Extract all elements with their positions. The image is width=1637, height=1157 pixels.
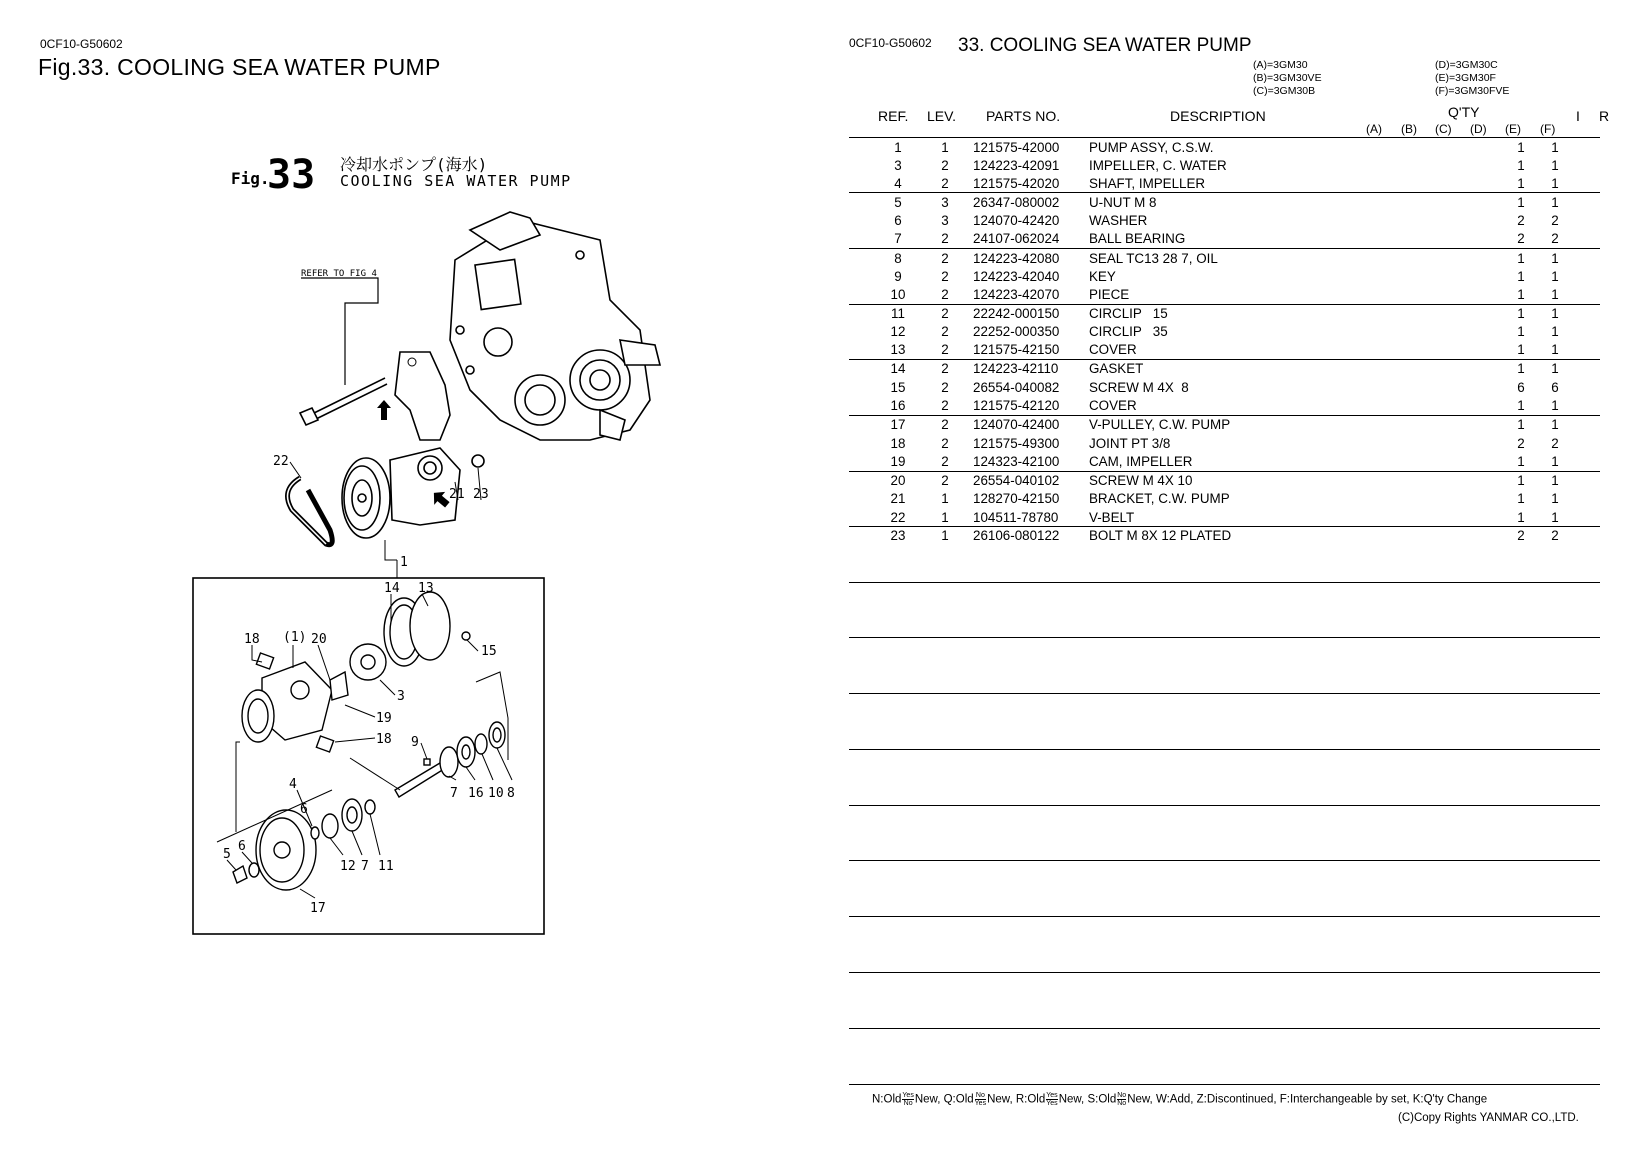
qty-col-d: (D) [1470, 122, 1487, 136]
qty-col-c: (C) [1435, 122, 1452, 136]
callout-7b: 7 [361, 859, 369, 874]
empty-rule [849, 1028, 1600, 1029]
table-row: 13 2 121575-42150 COVER 1 1 [890, 342, 1559, 357]
table-row: 4 2 121575-42020 SHAFT, IMPELLER 1 1 [894, 176, 1559, 191]
callout-22: 22 [273, 454, 289, 469]
callout-20: 20 [311, 632, 327, 647]
empty-rule [849, 1084, 1600, 1085]
empty-rule [849, 637, 1600, 638]
legend-line [872, 1092, 1487, 1107]
model-f: (F)=3GM30FVE [1435, 85, 1510, 97]
engine-housing [450, 212, 660, 440]
model-a: (A)=3GM30 [1253, 59, 1308, 71]
table-row: 10 2 124223-42070 PIECE 1 1 [890, 287, 1559, 302]
empty-rule [849, 860, 1600, 861]
group-rule [849, 359, 1600, 360]
fig-number: 33 [267, 152, 316, 198]
callout-18b: 18 [376, 732, 392, 747]
table-row: 11 2 22242-000150 CIRCLIP 15 1 1 [891, 306, 1559, 321]
callout-19: 19 [376, 711, 392, 726]
empty-rule [849, 749, 1600, 750]
table-row: 19 2 124323-42100 CAM, IMPELLER 1 1 [890, 454, 1559, 469]
callout-13: 13 [418, 581, 434, 596]
bracket [395, 352, 450, 440]
legend-n-old: N:Old [872, 1093, 902, 1106]
legend-s-old: S:Old [1087, 1093, 1117, 1106]
refer-note: REFER TO FIG 4 [301, 269, 377, 279]
header-description: DESCRIPTION [1170, 108, 1266, 124]
legend-new-2: New, [987, 1093, 1013, 1106]
group-rule [849, 415, 1600, 416]
fig-prefix: Fig. [231, 169, 270, 188]
yes-yes-arrow: $\frac{\text{Yes}}{\text{Yes}}$ [1046, 1092, 1058, 1107]
models-right [1435, 59, 1509, 98]
right-page-title: 33. COOLING SEA WATER PUMP [958, 35, 1252, 56]
left-doc-code: 0CF10-G50602 [40, 37, 123, 51]
callout-11: 11 [378, 859, 394, 874]
empty-rule [849, 582, 1600, 583]
model-c: (C)=3GM30B [1253, 85, 1316, 97]
header-ref: REF. [878, 108, 909, 124]
legend-q-old: Q:Old [943, 1093, 974, 1106]
right-doc-code: 0CF10-G50602 [849, 36, 932, 50]
model-b: (B)=3GM30VE [1253, 72, 1322, 84]
empty-rule [849, 916, 1600, 917]
qty-col-b: (B) [1401, 122, 1417, 136]
callout-5: 5 [223, 847, 231, 862]
table-row: 21 1 128270-42150 BRACKET, C.W. PUMP 1 1 [890, 491, 1559, 506]
table-row: 5 3 26347-080002 U-NUT M 8 1 1 [894, 195, 1559, 210]
table-row: 12 2 22252-000350 CIRCLIP 35 1 1 [890, 324, 1559, 339]
models-left [1253, 59, 1322, 98]
legend-new-3: New, [1058, 1093, 1085, 1106]
qty-col-e: (E) [1505, 122, 1521, 136]
group-rule [849, 471, 1600, 472]
header-rule [849, 137, 1600, 138]
group-rule [849, 526, 1600, 527]
header-r: R [1599, 108, 1610, 124]
callout-9: 9 [411, 735, 419, 750]
group-rule [849, 304, 1600, 305]
callout-23: 23 [473, 487, 489, 502]
callout-17: 17 [310, 901, 326, 916]
legend-new-1: New, [914, 1093, 941, 1106]
table-row: 18 2 121575-49300 JOINT PT 3/8 2 2 [890, 436, 1559, 451]
empty-rule [849, 805, 1600, 806]
model-d: (D)=3GM30C [1435, 59, 1498, 71]
callout-14: 14 [384, 581, 400, 596]
empty-rule [849, 972, 1600, 973]
table-row: 9 2 124223-42040 KEY 1 1 [894, 269, 1559, 284]
table-row: 1 1 121575-42000 PUMP ASSY, C.S.W. 1 1 [894, 140, 1559, 155]
copyright: (C)Copy Rights YANMAR CO.,LTD. [1398, 1112, 1579, 1124]
qty-col-f: (F) [1540, 122, 1556, 136]
long-bolt [300, 378, 387, 425]
callout-6b: 6 [238, 839, 246, 854]
legend-r-old: R:Old [1015, 1093, 1046, 1106]
fig-title-jp: 冷却水ポンプ(海水) [340, 155, 488, 174]
callout-7a: 7 [450, 786, 458, 801]
table-row: 22 1 104511-78780 V-BELT 1 1 [890, 510, 1559, 525]
left-page-title: Fig.33. COOLING SEA WATER PUMP [38, 54, 441, 80]
header-qty: Q'TY [1448, 104, 1480, 120]
header-lev: LEV. [927, 108, 957, 124]
table-row: 6 3 124070-42420 WASHER 2 2 [894, 213, 1559, 228]
callout-10: 10 [488, 786, 504, 801]
callout-8: 8 [507, 786, 515, 801]
fig-title-en: COOLING SEA WATER PUMP [340, 172, 572, 190]
callout-3: 3 [397, 689, 405, 704]
table-row: 23 1 26106-080122 BOLT M 8X 12 PLATED 2 2 [890, 528, 1559, 543]
table-row: 14 2 124223-42110 GASKET 1 1 [890, 361, 1559, 376]
qty-col-a: (A) [1366, 122, 1382, 136]
callout-12: 12 [340, 859, 356, 874]
callout-18a: 18 [244, 632, 260, 647]
callout-21: 21 [449, 487, 465, 502]
table-row: 15 2 26554-040082 SCREW M 4X 8 6 6 [890, 380, 1559, 395]
model-e: (E)=3GM30F [1435, 72, 1496, 84]
table-row: 16 2 121575-42120 COVER 1 1 [890, 398, 1559, 413]
group-rule [849, 192, 1600, 193]
callout-4: 4 [289, 777, 297, 792]
exploded-parts [233, 592, 505, 890]
group-rule [849, 248, 1600, 249]
header-parts-no: PARTS NO. [986, 108, 1061, 124]
empty-rule [849, 693, 1600, 694]
callout-15: 15 [481, 644, 497, 659]
callout-6a: 6 [300, 802, 308, 817]
no-yes-arrow: $\frac{No}{\text{Yes}}$ [974, 1092, 987, 1107]
yes-no-arrow: $\frac{\text{Yes}}{No}$ [902, 1092, 914, 1107]
table-row: 8 2 124223-42080 SEAL TC13 28 7, OIL 1 1 [894, 251, 1559, 266]
callout-1-paren: (1) [283, 630, 307, 645]
table-row: 3 2 124223-42091 IMPELLER, C. WATER 1 1 [894, 158, 1559, 173]
table-row: 20 2 26554-040102 SCREW M 4X 10 1 1 [890, 473, 1559, 488]
callout-16: 16 [468, 786, 484, 801]
table-row: 17 2 124070-42400 V-PULLEY, C.W. PUMP 1 1 [890, 417, 1559, 432]
callout-1: 1 [400, 555, 408, 570]
no-no-arrow: $\frac{No}{No}$ [1117, 1092, 1127, 1107]
header-i: I [1576, 108, 1580, 124]
table-row: 7 2 24107-062024 BALL BEARING 2 2 [894, 231, 1559, 246]
legend-rest: New, W:Add, Z:Discontinued, F:Interchangeable by set, K:Q'ty Change [1127, 1093, 1488, 1106]
